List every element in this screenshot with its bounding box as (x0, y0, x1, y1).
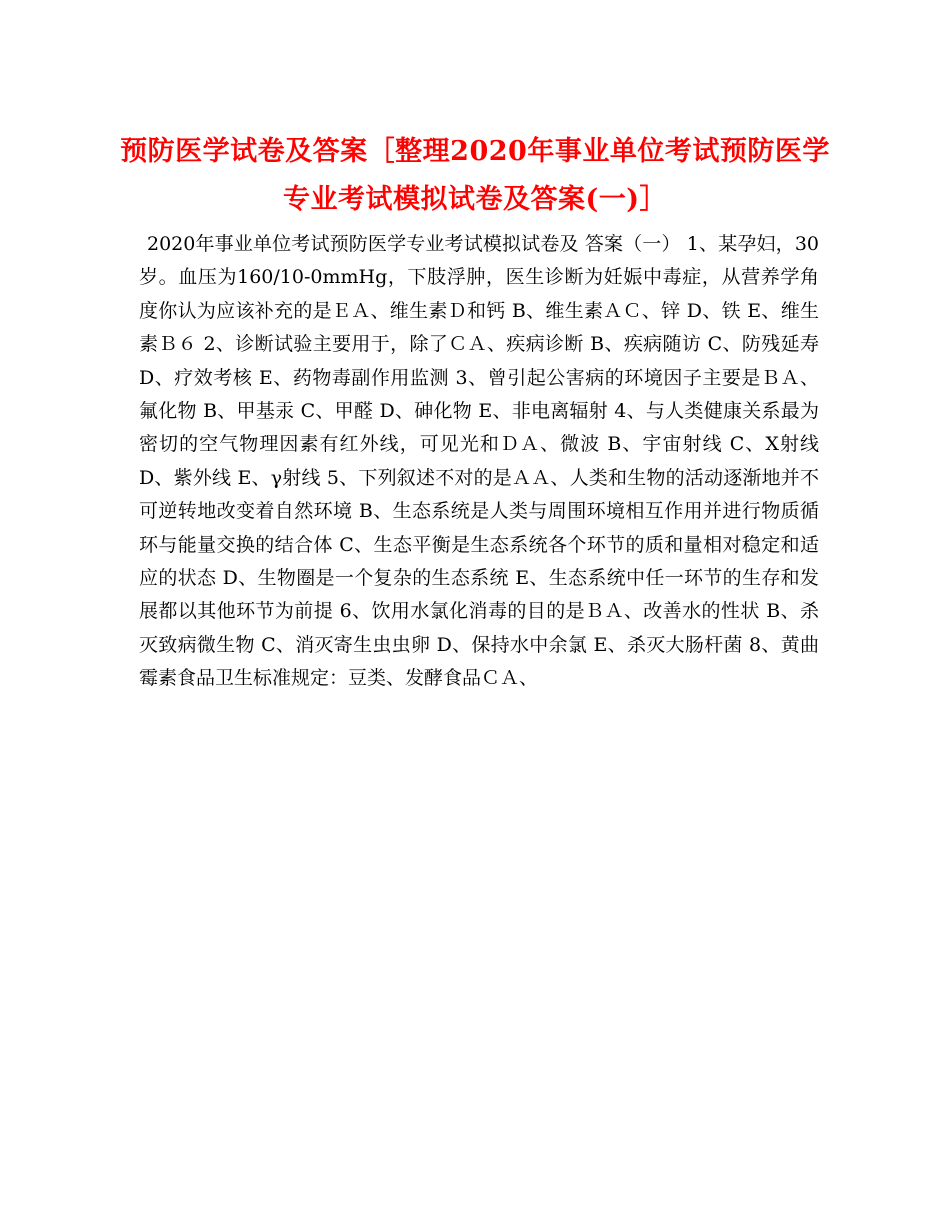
document-body-text: 2020年事业单位考试预防医学专业考试模拟试卷及 答案（一） 1、某孕妇，30岁。血压为160/10-0mmHg，下肢浮肿，医生诊断为妊娠中毒症，从营养学角度你认为应该补充的是ＥＡ、维生素Ｄ和钙 B、维生素ＡＣ、锌 D、铁 E、维生素Ｂ６ 2、诊断试验主要用于，除了ＣＡ、疾病诊断 B、疾病随访 C、防残延寿 D、疗效考核 E、药物毒副作用监测 3、曾引起公害病的环境因子主要是ＢＡ、氟化物 B、甲基汞 C、甲醛 D、砷化物 E、非电离辐射 4、与人类健康关系最为密切的空气物理因素有红外线，可见光和ＤＡ、微波 B、宇宙射线 C、X射线 D、紫外线 E、γ射线 5、下列叙述不对的是ＡＡ、人类和生物的活动逐渐地并不可逆转地改变着自然环境 B、生态系统是人类与周围环境相互作用并进行物质循环与能量交换的结合体 C、生态平衡是生态系统各个环节的质和量相对稳定和适应的状态 D、生物圈是一个复杂的生态系统 E、生态系统中任一环节的生存和发展都以其他环节为前提 6、饮用水氯化消毒的目的是ＢＡ、改善水的性状 B、杀灭致病微生物 C、消灭寄生虫虫卵 D、保持水中余氯 E、杀灭大肠杆菌 8、黄曲霉素食品卫生标准规定：豆类、发酵食品ＣＡ、 (139, 233, 819, 690)
document-title: 预防医学试卷及答案［整理2020年事业单位考试预防医学专业考试模拟试卷及答案(一)］ (120, 136, 830, 215)
